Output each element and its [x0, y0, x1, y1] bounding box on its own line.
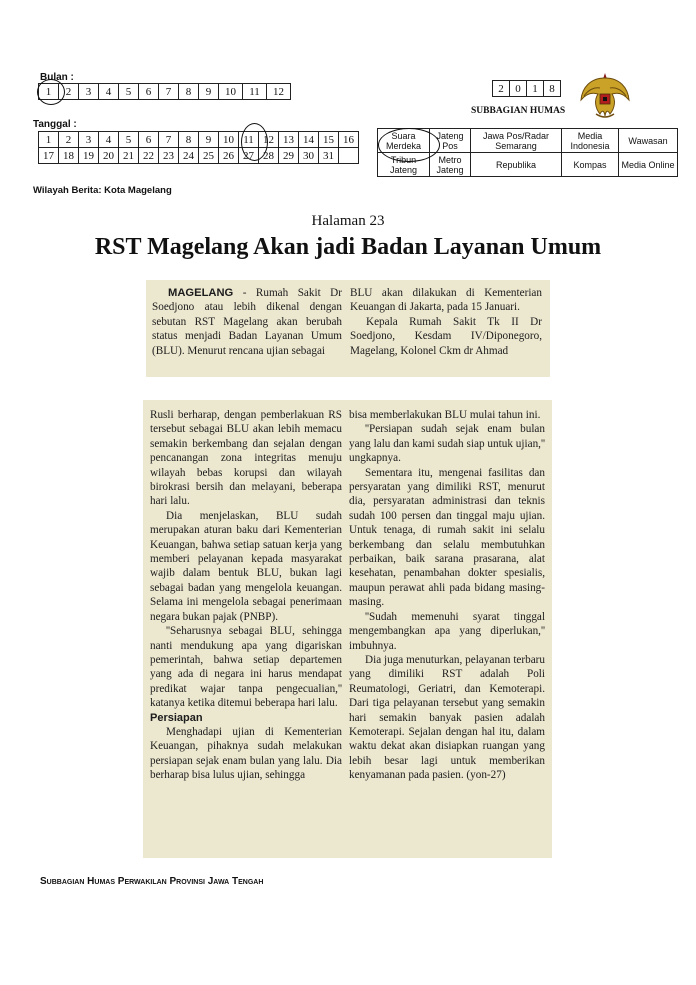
lead-place: MAGELANG — [168, 287, 234, 299]
date-cell: 19 — [79, 148, 99, 164]
media-cell: Wawasan — [619, 129, 678, 153]
date-cell: 23 — [159, 148, 179, 164]
top-right-paragraph: Kepala Rumah Sakit Tk II Dr Soedjono, Kesdam IV/Diponegoro, Magelang, Kolonel Ckm dr Ahmad — [350, 315, 542, 357]
month-cell: 10 — [219, 84, 243, 100]
year-digit-cell: 1 — [527, 81, 544, 97]
month-cell: 11 — [243, 84, 267, 100]
date-cell: 18 — [59, 148, 79, 164]
date-cell: 5 — [119, 132, 139, 148]
date-cell: 25 — [199, 148, 219, 164]
media-cell: Tribun Jateng — [378, 153, 430, 177]
left-paragraph: Dia menjelaskan, BLU sudah merupakan aturan baku dari Kementerian Keuangan, bahwa setiap satuan kerja yang memberi pelayanan kepada masyarakat wajib dalam bentuk BLU, bukan lagi sebagai badan yang mengelola keuangan. Selama ini mengelola sebagai penerimaan negara bukan pajak (PNBP). — [150, 509, 342, 623]
tanggal-label: Tanggal : — [33, 119, 77, 130]
date-cell: 30 — [299, 148, 319, 164]
right-paragraph: Sementara itu, mengenai fasilitas dan persyaratan yang dimiliki RST, menurut dia, persyaratan administrasi dan teknis sudah 100 persen dan tinggal maju ujian. Untuk tenaga, di rumah sakit ini selalu berkembang dan selalu membutuhkan perbaikan, baik sarana prasarana, alat kesehatan, penambahan dokter spesialis, maupun perawat ahli pada bidang masing-masing. — [349, 466, 545, 609]
wilayah-label: Wilayah Berita: Kota Magelang — [33, 185, 172, 196]
month-cell: 7 — [159, 84, 179, 100]
date-cell: 6 — [139, 132, 159, 148]
month-cell: 6 — [139, 84, 159, 100]
media-cell: Media Online — [619, 153, 678, 177]
date-cell: 10 — [219, 132, 239, 148]
bulan-label: Bulan : — [40, 72, 74, 83]
date-cell: 31 — [319, 148, 339, 164]
media-cell: Kompas — [562, 153, 619, 177]
media-cell: Republika — [471, 153, 562, 177]
top-right-paragraph: BLU akan dilakukan di Kementerian Keuangan di Jakarta, pada 15 Januari. — [350, 287, 542, 314]
media-cell: Suara Merdeka — [378, 129, 430, 153]
clip-main-left-column — [150, 408, 342, 783]
date-cell: 13 — [279, 132, 299, 148]
date-cell: 24 — [179, 148, 199, 164]
media-cell: Metro Jateng — [430, 153, 471, 177]
left-paragraph: Menghadapi ujian di Kementerian Keuangan, pihaknya sudah melakukan persiapan sejak enam bulan yang lalu. Dia berharap bisa lulus ujian, sehingga — [150, 725, 342, 782]
date-cell: 16 — [339, 132, 359, 148]
clip-top — [146, 280, 550, 377]
month-grid — [38, 83, 291, 100]
month-cell: 5 — [119, 84, 139, 100]
date-cell: 21 — [119, 148, 139, 164]
media-cell: Jateng Pos — [430, 129, 471, 153]
month-cell: 4 — [99, 84, 119, 100]
date-cell: 9 — [199, 132, 219, 148]
garuda-emblem-icon — [578, 70, 632, 120]
date-cell: 8 — [179, 132, 199, 148]
month-cell: 12 — [267, 84, 291, 100]
date-cell: 17 — [39, 148, 59, 164]
left-paragraph: ''Seharusnya sebagai BLU, sehingga nanti mendukung apa yang digariskan pemerintah, bahwa setiap departemen yang ada di negara ini harus mendapat predikat wajar tanpa pengecualian,'' katanya ketika ditemui beberapa hari lalu. — [150, 625, 342, 710]
date-grid — [38, 131, 359, 164]
month-cell: 3 — [79, 84, 99, 100]
date-cell: 28 — [259, 148, 279, 164]
left-paragraph: Rusli berharap, dengan pemberlakuan RS tersebut sebagai BLU akan lebih memacu semakin berkembang dan sejalan dengan pencanangan zona integritas menuju wilayah bebas korupsi dan wilayah birokrasi bersih dan melayani, beberapa hari lalu. — [150, 409, 342, 508]
year-digit-cell: 0 — [510, 81, 527, 97]
date-cell: 12 — [259, 132, 279, 148]
date-cell: 11 — [239, 132, 259, 148]
unit-label: SUBBAGIAN HUMAS — [471, 106, 566, 116]
date-cell — [339, 148, 359, 164]
date-cell: 14 — [299, 132, 319, 148]
page-number: Halaman 23 — [311, 213, 385, 229]
right-paragraph: ''Persiapan sudah sejak enam bulan yang lalu dan kami sudah siap untuk ujian,'' ungkapnya. — [349, 423, 545, 465]
month-cell: 8 — [179, 84, 199, 100]
date-cell: 15 — [319, 132, 339, 148]
media-circle-mark — [378, 128, 440, 162]
top-left-text: - Rumah Sakit Dr Soedjono atau lebih dikenal dengan sebutan RST Magelang akan berubah status menjadi Badan Layanan Umum (BLU). Menurut rencana ujian sebagai — [152, 287, 342, 357]
footer-label: Subbagian Humas Perwakilan Provinsi Jawa Tengah — [40, 876, 264, 887]
date-circle-mark — [241, 123, 268, 161]
media-cell: Media Indonesia — [562, 129, 619, 153]
year-digit-cell: 2 — [493, 81, 510, 97]
clip-top-right-column — [350, 286, 542, 358]
date-cell: 4 — [99, 132, 119, 148]
year-grid — [492, 80, 561, 97]
date-cell: 3 — [79, 132, 99, 148]
date-cell: 26 — [219, 148, 239, 164]
right-paragraph: Dia juga menuturkan, pelayanan terbaru yang dimiliki RST adalah Poli Reumatologi, Geriatri, dan Kemoterapi. Dari tiga pelayanan tersebut yang semakin hari semakin banyak pasien adalah Kemoterapi. Sejalan dengan hal itu, dalam waktu dekat akan disiapkan ruangan yang lebih besar lagi untuk memberikan kenyamanan pada pasien. (yon-27) — [349, 653, 545, 782]
right-paragraph: bisa memberlakukan BLU mulai tahun ini. — [349, 409, 541, 421]
article-title: RST Magelang Akan jadi Badan Layanan Umum — [94, 234, 602, 260]
month-cell: 9 — [199, 84, 219, 100]
clip-top-left-column — [152, 286, 342, 358]
clip-main — [143, 400, 552, 858]
right-paragraph: ''Sudah memenuhi syarat tinggal mengembangkan apa yang diperlukan,'' imbuhnya. — [349, 610, 545, 652]
date-cell: 27 — [239, 148, 259, 164]
date-cell: 22 — [139, 148, 159, 164]
month-circle-mark — [37, 79, 65, 105]
date-cell: 7 — [159, 132, 179, 148]
date-cell: 29 — [279, 148, 299, 164]
clip-main-right-column — [349, 408, 545, 783]
date-cell: 1 — [39, 132, 59, 148]
month-cell: 1 — [39, 84, 59, 100]
date-cell: 2 — [59, 132, 79, 148]
year-digit-cell: 8 — [544, 81, 561, 97]
month-cell: 2 — [59, 84, 79, 100]
date-cell: 20 — [99, 148, 119, 164]
subhead: Persiapan — [150, 711, 203, 724]
media-cell: Jawa Pos/Radar Semarang — [471, 129, 562, 153]
